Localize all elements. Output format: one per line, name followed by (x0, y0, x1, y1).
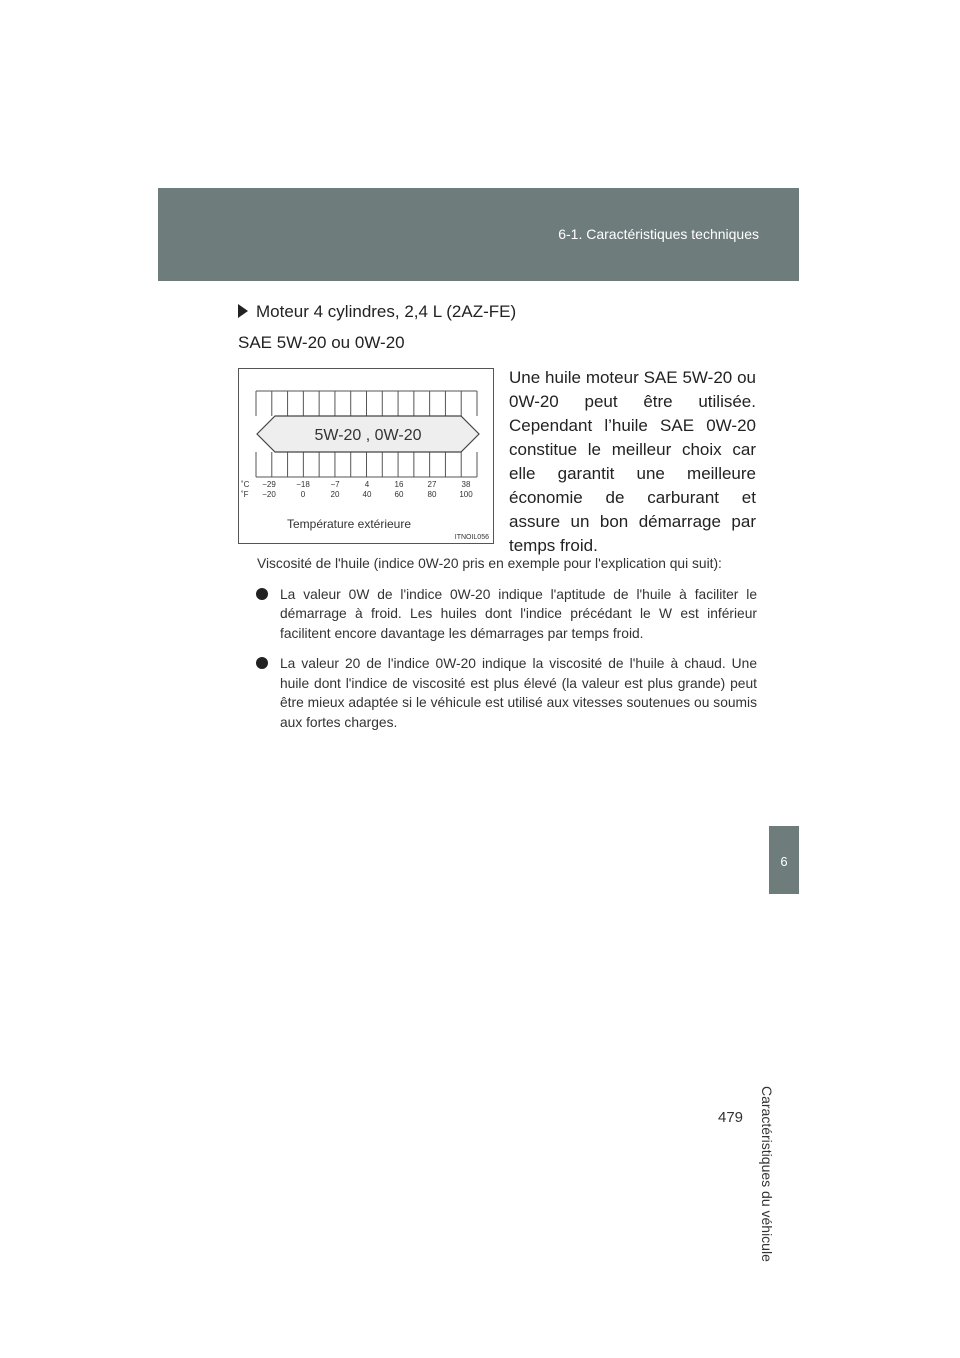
viscosity-intro: Viscosité de l'huile (indice 0W-20 pris en exemple pour l'explication qui suit): (257, 556, 722, 571)
celsius-tick-label: 38 (461, 480, 471, 489)
fahrenheit-tick-label: 80 (427, 490, 437, 499)
figure-code: ITNOIL056 (454, 534, 489, 541)
fahrenheit-tick-label: 40 (362, 490, 372, 499)
bullet-text: La valeur 0W de l'indice 0W-20 indique l'aptitude de l'huile à faciliter le démarrage à froid. Les huiles dont l'indice précédant le W est inférieur facilitent encore davantage les démarrages par temps froid. (280, 586, 757, 641)
fahrenheit-tick-label: 100 (459, 490, 473, 499)
temperature-ticks (262, 480, 473, 499)
list-item (256, 654, 757, 732)
bullet-icon (256, 588, 268, 600)
fahrenheit-tick-label: 20 (330, 490, 340, 499)
viscosity-explanation (257, 554, 757, 743)
page-number: 479 (718, 1109, 744, 1126)
chapter-tab[interactable] (769, 826, 799, 894)
celsius-tick-label: −18 (296, 480, 310, 489)
header-bar (158, 188, 799, 281)
oil-recommendation-paragraph: Une huile moteur SAE 5W-20 ou 0W-20 peut être utilisée. Cependant l’huile SAE 0W-20 constitue le meilleur choix car elle garantit une meilleure économie de carburant et assure un bon démarrage par temps froid. (509, 368, 756, 555)
viscosity-diagram (239, 369, 493, 543)
band-label: 5W-20 , 0W-20 (314, 427, 422, 444)
oil-viscosity-figure (238, 368, 494, 544)
bullet-icon (256, 657, 268, 669)
fahrenheit-unit: ˚F (241, 490, 249, 499)
celsius-tick-label: −29 (262, 480, 276, 489)
bullet-text: La valeur 20 de l'indice 0W-20 indique la viscosité de l'huile à chaud. Une huile dont l'indice de viscosité est plus élevé (la valeur est plus grande) peut être mieux adaptée si le véhicule est utilisé aux vitesses soutenues ou soumis aux fortes charges. (280, 656, 757, 730)
chapter-title: Caractéristiques du véhicule (759, 1086, 775, 1262)
fahrenheit-tick-label: 60 (394, 490, 404, 499)
figure-caption: Température extérieure (286, 517, 412, 531)
chapter-number: 6 (780, 854, 788, 869)
arrow-right-icon (238, 304, 248, 318)
celsius-tick-label: 27 (427, 480, 437, 489)
section-title: 6-1. Caractéristiques techniques (558, 226, 759, 242)
section-heading (238, 302, 516, 322)
fahrenheit-tick-label: 0 (300, 490, 306, 499)
heading-text: Moteur 4 cylindres, 2,4 L (2AZ-FE) (256, 302, 517, 321)
list-item (256, 585, 757, 644)
celsius-tick-label: −7 (330, 480, 340, 489)
celsius-tick-label: 16 (394, 480, 404, 489)
fahrenheit-tick-label: −20 (262, 490, 276, 499)
oil-grade: SAE 5W-20 ou 0W-20 (238, 333, 405, 352)
celsius-unit: ˚C (241, 480, 250, 489)
celsius-tick-label: 4 (364, 480, 370, 489)
